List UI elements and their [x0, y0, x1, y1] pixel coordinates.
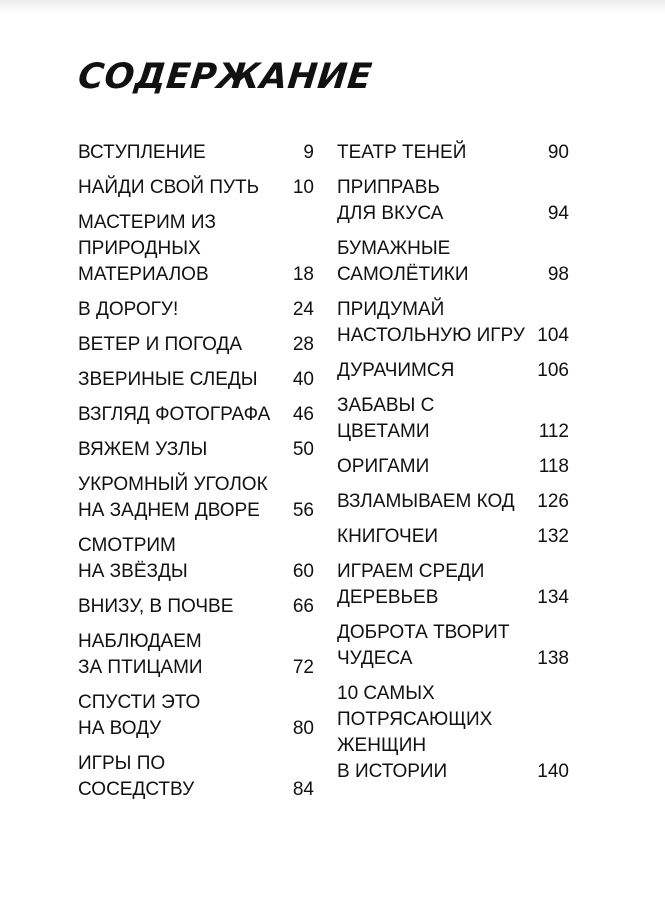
toc-entry	[337, 620, 569, 672]
toc-entry-title: НАБЛЮДАЕМ ЗА ПТИЦАМИ	[78, 631, 203, 678]
toc-entry	[337, 559, 569, 611]
toc-entry	[337, 681, 569, 785]
toc-entry-title: ИГРАЕМ СРЕДИ ДЕРЕВЬЕВ	[337, 561, 485, 608]
page-top-shadow	[0, 0, 665, 14]
toc-entry-page: 18	[292, 264, 314, 285]
toc-entry	[337, 175, 569, 227]
toc-entry-title: 10 САМЫХ ПОТРЯСАЮЩИХ ЖЕНЩИН В ИСТОРИИ	[337, 683, 493, 782]
toc-entry-title: ВСТУПЛЕНИЕ	[78, 142, 206, 163]
toc-entry-page: 72	[292, 657, 314, 678]
toc-entry-title: ПРИДУМАЙ НАСТОЛЬНУЮ ИГРУ	[337, 299, 525, 346]
toc-entry-title: ВЕТЕР И ПОГОДА	[78, 334, 243, 355]
toc-entry-title: ЗВЕРИНЫЕ СЛЕДЫ	[78, 369, 258, 390]
toc-entry-title: ВЗЛАМЫВАЕМ КОД	[337, 491, 515, 512]
toc-entry-title: ЗАБАВЫ С ЦВЕТАМИ	[337, 395, 435, 442]
toc-entry-page: 104	[537, 325, 569, 346]
toc-entry-title: В ДОРОГУ!	[78, 299, 179, 320]
toc-entry-page: 66	[292, 596, 314, 617]
toc-entry	[78, 472, 314, 524]
toc-entry-page: 98	[547, 264, 569, 285]
toc-entry-title: МАСТЕРИМ ИЗ ПРИРОДНЫХ МАТЕРИАЛОВ	[78, 212, 217, 285]
toc-entry-page: 112	[538, 421, 569, 442]
toc-entry-page: 10	[292, 177, 314, 198]
toc-entry-title: КНИГОЧЕИ	[337, 526, 439, 547]
toc-entry	[337, 140, 569, 166]
toc-entry	[78, 751, 314, 803]
toc-entry	[78, 332, 314, 358]
toc-left-column	[78, 140, 314, 812]
toc-entry-title: НАЙДИ СВОЙ ПУТЬ	[78, 177, 260, 198]
toc-entry-page: 132	[537, 526, 569, 547]
toc-entry-page: 80	[292, 718, 314, 739]
toc-entry	[78, 594, 314, 620]
toc-entry	[337, 297, 569, 349]
toc-entry-page: 28	[292, 334, 314, 355]
toc-entry-title: ОРИГАМИ	[337, 456, 430, 477]
page-title: СОДЕРЖАНИЕ	[76, 57, 375, 97]
toc-entry	[78, 402, 314, 428]
toc-entry	[78, 367, 314, 393]
toc-entry	[78, 690, 314, 742]
toc-entry-title: БУМАЖНЫЕ САМОЛЁТИКИ	[337, 238, 469, 285]
toc-entry-page: 56	[292, 500, 314, 521]
toc-entry	[337, 236, 569, 288]
toc-entry-title: ДУРАЧИМСЯ	[337, 360, 455, 381]
toc-entry-page: 138	[537, 648, 569, 669]
toc-entry-page: 94	[547, 203, 569, 224]
toc-entry-page: 84	[292, 779, 314, 800]
toc-entry	[78, 175, 314, 201]
toc-entry-page: 126	[537, 491, 569, 512]
toc-entry	[337, 393, 569, 445]
toc-entry-page: 60	[292, 561, 314, 582]
toc-entry	[78, 210, 314, 288]
toc-entry-title: ВЯЖЕМ УЗЛЫ	[78, 439, 208, 460]
toc-entry-page: 140	[537, 761, 569, 782]
toc-entry-title: ИГРЫ ПО СОСЕДСТВУ	[78, 753, 195, 800]
toc-entry	[78, 437, 314, 463]
toc-entry-title: ДОБРОТА ТВОРИТ ЧУДЕСА	[337, 622, 510, 669]
toc-entry-page: 9	[303, 142, 314, 163]
toc-entry-title: ВЗГЛЯД ФОТОГРАФА	[78, 404, 271, 425]
toc-entry	[78, 297, 314, 323]
toc-entry-page: 118	[538, 456, 569, 477]
toc-entry-title: ТЕАТР ТЕНЕЙ	[337, 142, 467, 163]
toc-entry-page: 106	[537, 360, 569, 381]
toc-entry-page: 24	[292, 299, 314, 320]
toc-entry-title: ВНИЗУ, В ПОЧВЕ	[78, 596, 234, 617]
toc-entry-page: 50	[292, 439, 314, 460]
toc-entry-title: ПРИПРАВЬ ДЛЯ ВКУСА	[337, 177, 444, 224]
toc-entry	[78, 140, 314, 166]
toc-right-column	[337, 140, 569, 794]
toc-entry-page: 46	[292, 404, 314, 425]
toc-entry-page: 90	[547, 142, 569, 163]
toc-entry	[78, 533, 314, 585]
toc-entry	[78, 629, 314, 681]
toc-entry	[337, 524, 569, 550]
toc-entry	[337, 489, 569, 515]
toc-entry-title: СПУСТИ ЭТО НА ВОДУ	[78, 692, 201, 739]
toc-entry-title: УКРОМНЫЙ УГОЛОК НА ЗАДНЕМ ДВОРЕ	[78, 474, 268, 521]
toc-entry-page: 134	[537, 587, 569, 608]
toc-entry-title: СМОТРИМ НА ЗВЁЗДЫ	[78, 535, 188, 582]
toc-entry	[337, 358, 569, 384]
toc-entry	[337, 454, 569, 480]
toc-entry-page: 40	[292, 369, 314, 390]
